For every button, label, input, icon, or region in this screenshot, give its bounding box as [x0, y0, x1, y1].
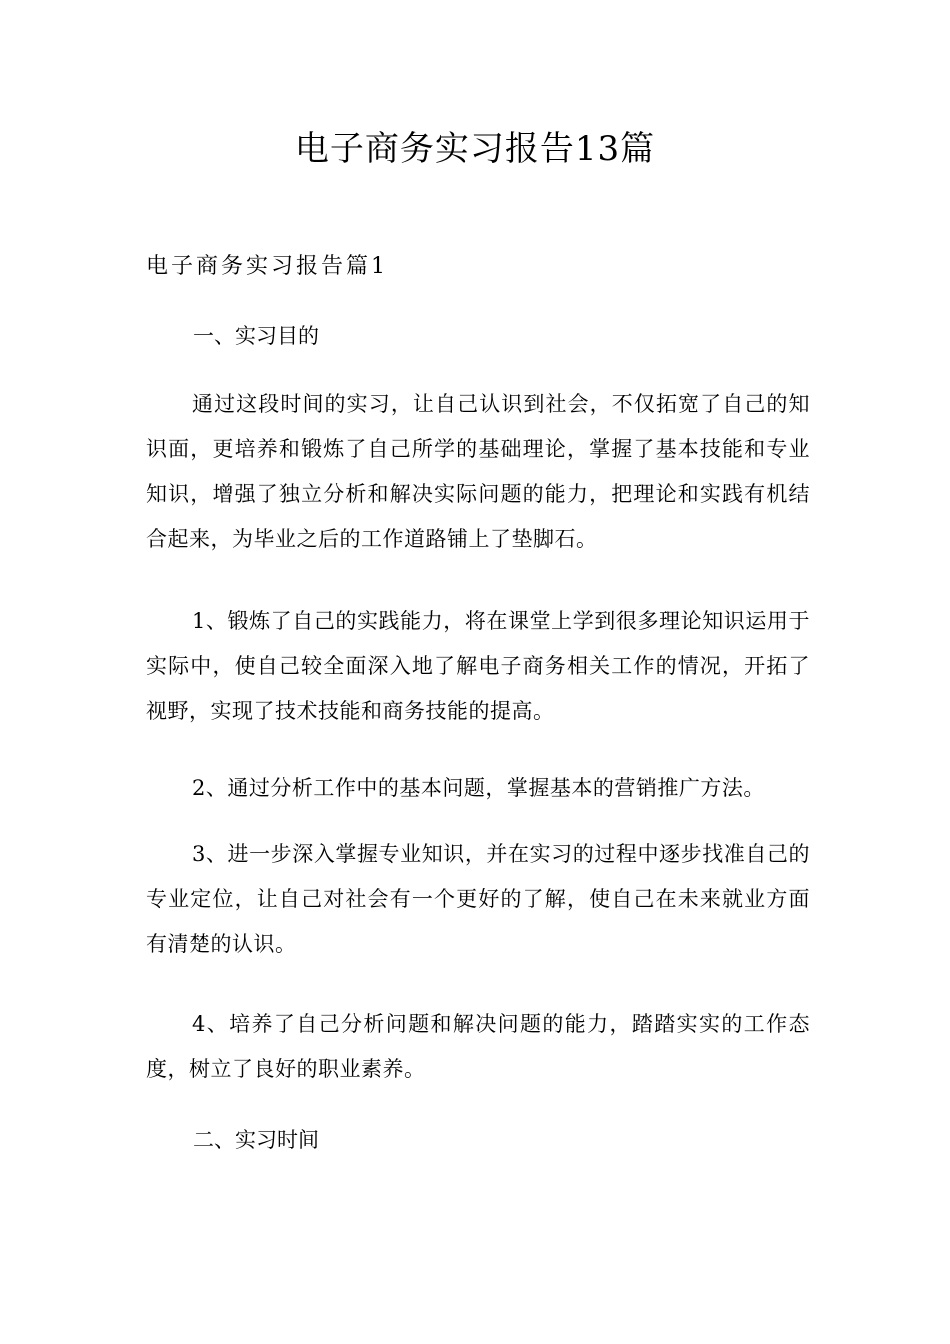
paragraph-point-4: 4、培养了自己分析问题和解决问题的能力，踏踏实实的工作态度，树立了良好的职业素养。 — [146, 1012, 810, 1081]
paragraph-intro: 通过这段时间的实习，让自己认识到社会，不仅拓宽了自己的知识面，更培养和锻炼了自己所学的基础理论，掌握了基本技能和专业知识，增强了独立分析和解决实际问题的能力，把理论和实践有机结合起来，为毕业之后的工作道路铺上了垫脚石。 — [146, 392, 810, 551]
subheading-time: 二、实习时间 — [193, 1128, 319, 1152]
document-title: 电子商务实习报告13篇 — [294, 129, 656, 169]
paragraph-point-1: 1、锻炼了自己的实践能力，将在课堂上学到很多理论知识运用于实际中，使自己较全面深入地了解电子商务相关工作的情况，开拓了视野，实现了技术技能和商务技能的提高。 — [146, 609, 810, 723]
paragraph-point-2: 2、通过分析工作中的基本问题，掌握基本的营销推广方法。 — [192, 776, 765, 800]
paragraph-point-3: 3、进一步深入掌握专业知识，并在实习的过程中逐步找准自己的专业定位，让自己对社会有一个更好的了解，使自己在未来就业方面有清楚的认识。 — [146, 842, 810, 956]
section-heading: 电子商务实习报告篇1 — [146, 254, 388, 279]
subheading-purpose: 一、实习目的 — [193, 324, 319, 348]
